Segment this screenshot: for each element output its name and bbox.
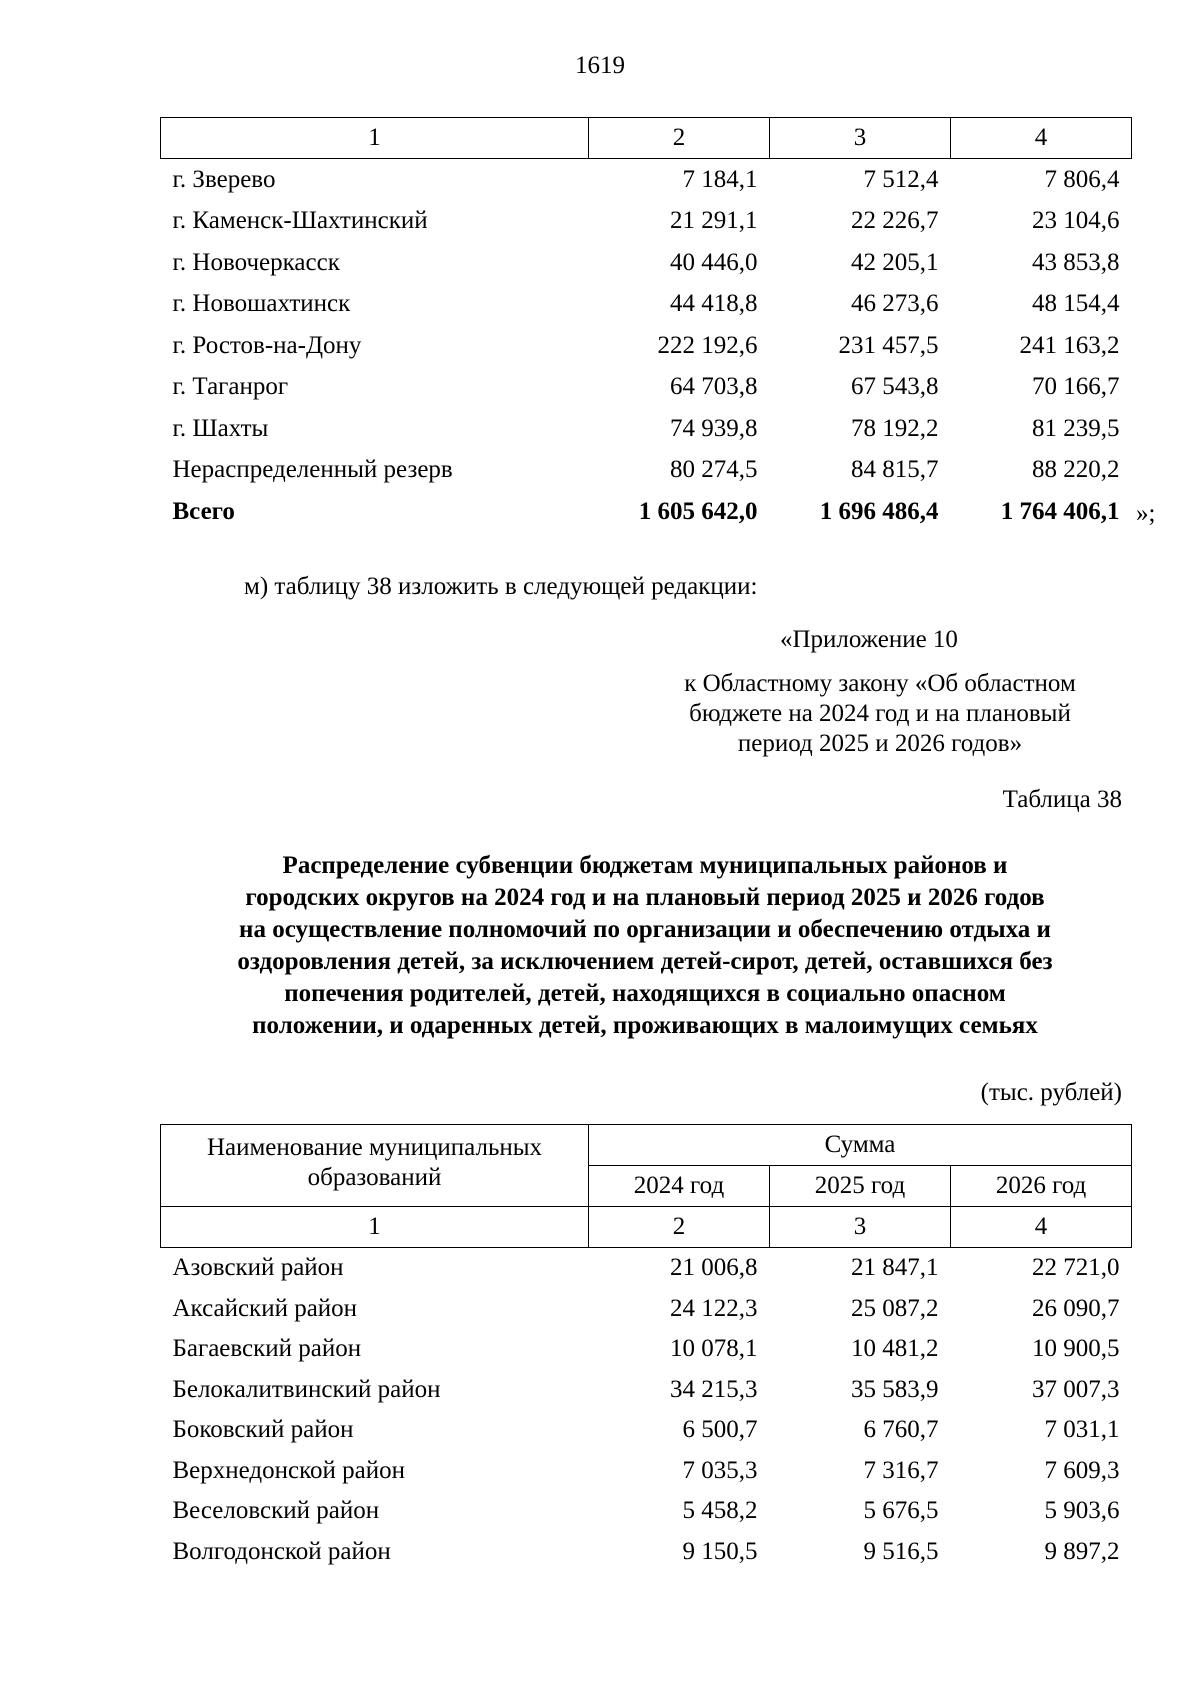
value-2026: 37 007,3 bbox=[1032, 1375, 1120, 1403]
value-2025: 25 087,2 bbox=[851, 1294, 939, 1322]
value-2024: 5 458,2 bbox=[682, 1497, 758, 1525]
column-number: 3 bbox=[770, 1207, 951, 1248]
appendix-reference-line: период 2025 и 2026 годов» bbox=[737, 730, 1023, 757]
value-2025: 22 226,7 bbox=[851, 207, 939, 235]
value-2026: 81 239,5 bbox=[1032, 414, 1120, 442]
table-row bbox=[161, 284, 1132, 326]
value-2024: 40 446,0 bbox=[670, 248, 758, 276]
appendix-reference-line: к Областному закону «Об областном bbox=[684, 670, 1076, 697]
table-row bbox=[161, 242, 1132, 284]
column-number-row bbox=[161, 1207, 1132, 1248]
value-2024: 74 939,8 bbox=[670, 414, 758, 442]
municipality-name: Нераспределенный резерв bbox=[172, 456, 453, 484]
value-2024: 10 078,1 bbox=[670, 1335, 758, 1363]
municipality-name: г. Новочеркасск bbox=[172, 248, 340, 276]
table-row bbox=[161, 367, 1132, 409]
value-2025: 5 676,5 bbox=[863, 1497, 939, 1525]
value-2026: 241 163,2 bbox=[1019, 331, 1120, 359]
table-row bbox=[161, 1289, 1132, 1330]
units-label: (тыс. рублей) bbox=[980, 1079, 1122, 1106]
value-2024: 80 274,5 bbox=[670, 456, 758, 484]
value-2025: 84 815,7 bbox=[851, 456, 939, 484]
value-2024: 44 418,8 bbox=[670, 290, 758, 318]
value-2025: 35 583,9 bbox=[851, 1375, 939, 1403]
table-title bbox=[165, 850, 1125, 1042]
value-2026: 5 903,6 bbox=[1044, 1497, 1120, 1525]
value-2026: 7 031,1 bbox=[1044, 1416, 1120, 1444]
closing-quote-mark: »; bbox=[1136, 500, 1156, 527]
value-2026: 23 104,6 bbox=[1032, 207, 1120, 235]
value-2026: 48 154,4 bbox=[1032, 290, 1120, 318]
municipality-name: г. Зверево bbox=[172, 165, 276, 193]
total-label: Всего bbox=[172, 497, 235, 525]
appendix-reference-line: бюджете на 2024 год и на плановый bbox=[689, 700, 1071, 727]
table-row bbox=[161, 159, 1132, 201]
subvention-table-38 bbox=[160, 1124, 1132, 1572]
total-2025: 1 696 486,4 bbox=[819, 497, 939, 525]
value-2024: 9 150,5 bbox=[682, 1537, 758, 1565]
year-header: 2026 год bbox=[951, 1166, 1132, 1207]
table-row bbox=[161, 1248, 1132, 1289]
value-2025: 7 512,4 bbox=[863, 165, 939, 193]
value-2024: 34 215,3 bbox=[670, 1375, 758, 1403]
value-2025: 78 192,2 bbox=[851, 414, 939, 442]
value-2026: 7 806,4 bbox=[1044, 165, 1120, 193]
value-2026: 26 090,7 bbox=[1032, 1294, 1120, 1322]
value-2024: 222 192,6 bbox=[657, 331, 758, 359]
table-row bbox=[161, 1329, 1132, 1370]
municipality-name: г. Таганрог bbox=[172, 373, 289, 401]
table-title-line: попечения родителей, детей, находящихся в социально опасном bbox=[284, 980, 1006, 1007]
municipality-name: Багаевский район bbox=[172, 1335, 362, 1363]
sum-column-header: Сумма bbox=[589, 1125, 1132, 1166]
year-header: 2024 год bbox=[589, 1166, 770, 1207]
table-row bbox=[161, 408, 1132, 450]
header-line: Наименование муниципальных bbox=[206, 1134, 543, 1161]
value-2024: 7 184,1 bbox=[682, 165, 758, 193]
municipality-name: г. Шахты bbox=[172, 414, 269, 442]
column-number-row bbox=[161, 118, 1132, 159]
municipality-name: Боковский район bbox=[172, 1416, 354, 1444]
value-2026: 22 721,0 bbox=[1032, 1254, 1120, 1282]
table-row bbox=[161, 325, 1132, 367]
value-2026: 88 220,2 bbox=[1032, 456, 1120, 484]
municipality-name: г. Новошахтинск bbox=[172, 290, 351, 318]
year-header: 2025 год bbox=[770, 1166, 951, 1207]
value-2024: 21 006,8 bbox=[670, 1254, 758, 1282]
total-2026: 1 764 406,1 bbox=[1000, 497, 1120, 525]
municipality-name: Верхнедонской район bbox=[172, 1456, 405, 1484]
total-2024: 1 605 642,0 bbox=[638, 497, 758, 525]
table-label: Таблица 38 bbox=[1002, 786, 1122, 813]
table-title-line: на осуществление полномочий по организации и обеспечению отдыха и bbox=[239, 916, 1051, 943]
column-number: 2 bbox=[589, 118, 770, 159]
table-row bbox=[161, 450, 1132, 492]
subvention-table-continued bbox=[160, 117, 1132, 533]
municipality-name: Азовский район bbox=[172, 1254, 344, 1282]
value-2026: 9 897,2 bbox=[1044, 1537, 1120, 1565]
value-2026: 70 166,7 bbox=[1032, 373, 1120, 401]
value-2025: 67 543,8 bbox=[851, 373, 939, 401]
value-2024: 64 703,8 bbox=[670, 373, 758, 401]
value-2025: 231 457,5 bbox=[838, 331, 939, 359]
table-title-line: городских округов на 2024 год и на плановый период 2025 и 2026 годов bbox=[245, 884, 1045, 911]
value-2025: 21 847,1 bbox=[851, 1254, 939, 1282]
table-row bbox=[161, 1370, 1132, 1411]
value-2025: 6 760,7 bbox=[863, 1416, 939, 1444]
value-2026: 7 609,3 bbox=[1044, 1456, 1120, 1484]
municipality-name: Волгодонской район bbox=[172, 1537, 391, 1565]
value-2025: 9 516,5 bbox=[863, 1537, 939, 1565]
column-number: 2 bbox=[589, 1207, 770, 1248]
amendment-instruction: м) таблицу 38 изложить в следующей редакции: bbox=[244, 573, 758, 600]
table-row bbox=[161, 1532, 1132, 1573]
header-line: образований bbox=[307, 1164, 442, 1191]
appendix-reference bbox=[645, 669, 1115, 759]
municipality-name: Аксайский район bbox=[172, 1294, 358, 1322]
municipality-name: Веселовский район bbox=[172, 1497, 380, 1525]
appendix-title: «Приложение 10 bbox=[780, 626, 958, 653]
table-row bbox=[161, 201, 1132, 243]
table-row bbox=[161, 1410, 1132, 1451]
value-2024: 21 291,1 bbox=[670, 207, 758, 235]
value-2024: 24 122,3 bbox=[670, 1294, 758, 1322]
value-2026: 43 853,8 bbox=[1032, 248, 1120, 276]
municipality-column-header bbox=[161, 1125, 589, 1207]
column-number: 1 bbox=[161, 118, 589, 159]
table-row bbox=[161, 1491, 1132, 1532]
header-row bbox=[161, 1125, 1132, 1166]
value-2025: 46 273,6 bbox=[851, 290, 939, 318]
municipality-name: г. Каменск-Шахтинский bbox=[172, 207, 428, 235]
column-number: 1 bbox=[161, 1207, 589, 1248]
value-2025: 42 205,1 bbox=[851, 248, 939, 276]
municipality-name: г. Ростов-на-Дону bbox=[172, 331, 362, 359]
table-title-line: Распределение субвенции бюджетам муниципальных районов и bbox=[282, 852, 1008, 879]
municipality-name: Белокалитвинский район bbox=[172, 1375, 441, 1403]
value-2024: 6 500,7 bbox=[682, 1416, 758, 1444]
total-row bbox=[161, 491, 1132, 533]
table-title-line: оздоровления детей, за исключением детей-сирот, детей, оставшихся без bbox=[237, 948, 1053, 975]
column-number: 4 bbox=[951, 118, 1132, 159]
table-row bbox=[161, 1451, 1132, 1492]
page-number: 1619 bbox=[575, 52, 625, 79]
table-title-line: положении, и одаренных детей, проживающих в малоимущих семьях bbox=[252, 1012, 1038, 1039]
column-number: 3 bbox=[770, 118, 951, 159]
value-2025: 10 481,2 bbox=[851, 1335, 939, 1363]
value-2026: 10 900,5 bbox=[1032, 1335, 1120, 1363]
value-2024: 7 035,3 bbox=[682, 1456, 758, 1484]
value-2025: 7 316,7 bbox=[863, 1456, 939, 1484]
column-number: 4 bbox=[951, 1207, 1132, 1248]
